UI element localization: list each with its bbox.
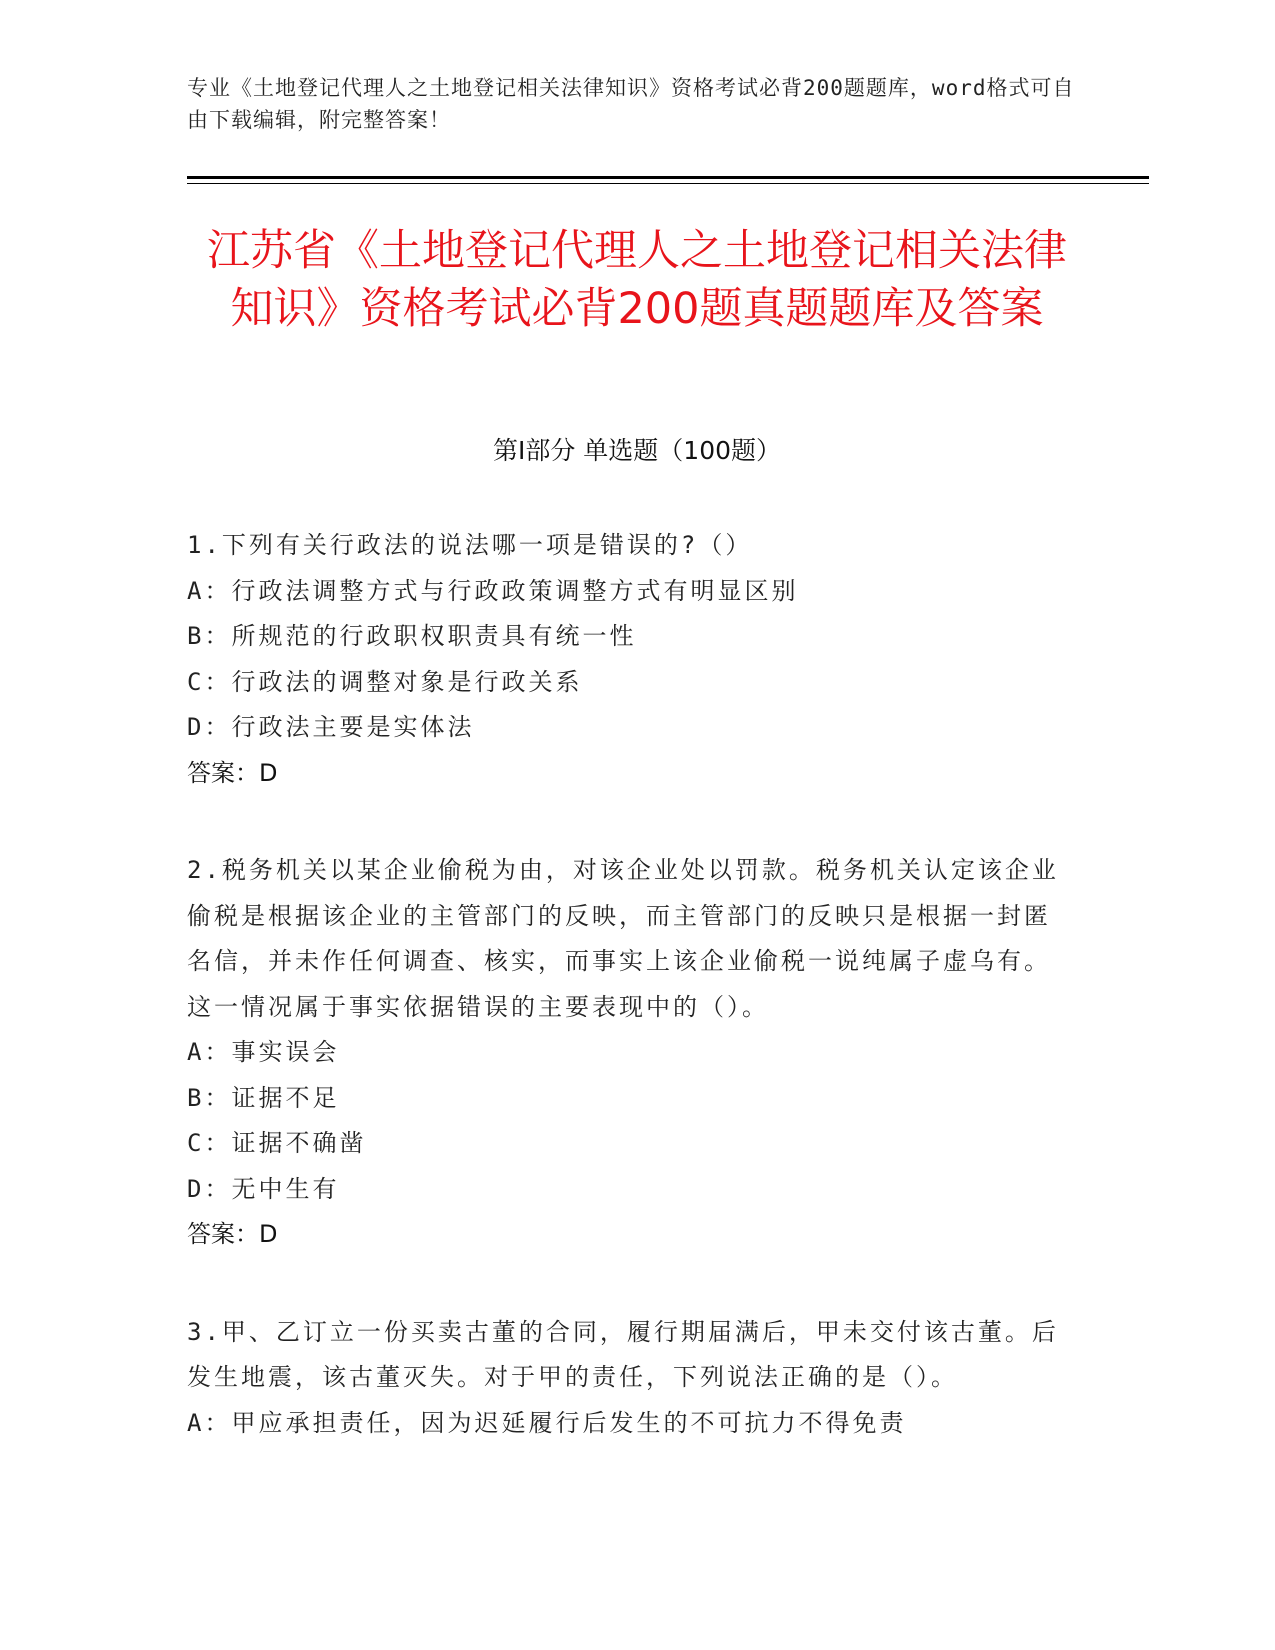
option-a: A：甲应承担责任，因为迟延履行后发生的不可抗力不得免责 [187, 1408, 907, 1437]
answer: 答案：D [187, 758, 278, 787]
section-heading: 第Ⅰ部分 单选题（100题） [492, 436, 782, 465]
header-note: 专业《土地登记代理人之土地登记相关法律知识》资格考试必背200题题库，word格式可自由下载编辑，附完整答案！ [187, 76, 1075, 132]
question-stem: 2.税务机关以某企业偷税为由，对该企业处以罚款。税务机关认定该企业偷税是根据该企业的主管部门的反映，而主管部门的反映只是根据一封匿名信，并未作任何调查、核实，而事实上该企业偷税一说纯属子虚乌有。这一情况属于事实依据错误的主要表现中的（）。 [187, 856, 1059, 1021]
option-a: A：行政法调整方式与行政政策调整方式有明显区别 [187, 576, 799, 605]
header-divider-thick [187, 176, 1149, 179]
option-a: A：事实误会 [187, 1038, 340, 1066]
question-1 [187, 523, 1067, 796]
option-c: C：行政法的调整对象是行政关系 [187, 667, 583, 696]
question-stem: 1.下列有关行政法的说法哪一项是错误的?（） [187, 531, 753, 559]
question-stem: 3.甲、乙订立一份买卖古董的合同，履行期届满后，甲未交付该古董。后发生地震，该古董灭失。对于甲的责任，下列说法正确的是（）。 [187, 1317, 1059, 1391]
option-c: C：证据不确凿 [187, 1129, 367, 1157]
option-b: B：证据不足 [187, 1083, 340, 1112]
document-title: 江苏省《土地登记代理人之土地登记相关法律知识》资格考试必背200题真题题库及答案 [207, 226, 1067, 334]
option-b: B：所规范的行政职权职责具有统一性 [187, 622, 637, 650]
header-divider-thin [187, 183, 1149, 184]
question-3 [187, 1310, 1067, 1447]
answer: 答案：D [187, 1220, 278, 1248]
option-d: D：无中生有 [187, 1174, 340, 1203]
question-list [187, 523, 1067, 1498]
option-d: D：行政法主要是实体法 [187, 713, 475, 741]
question-2 [187, 848, 1067, 1258]
